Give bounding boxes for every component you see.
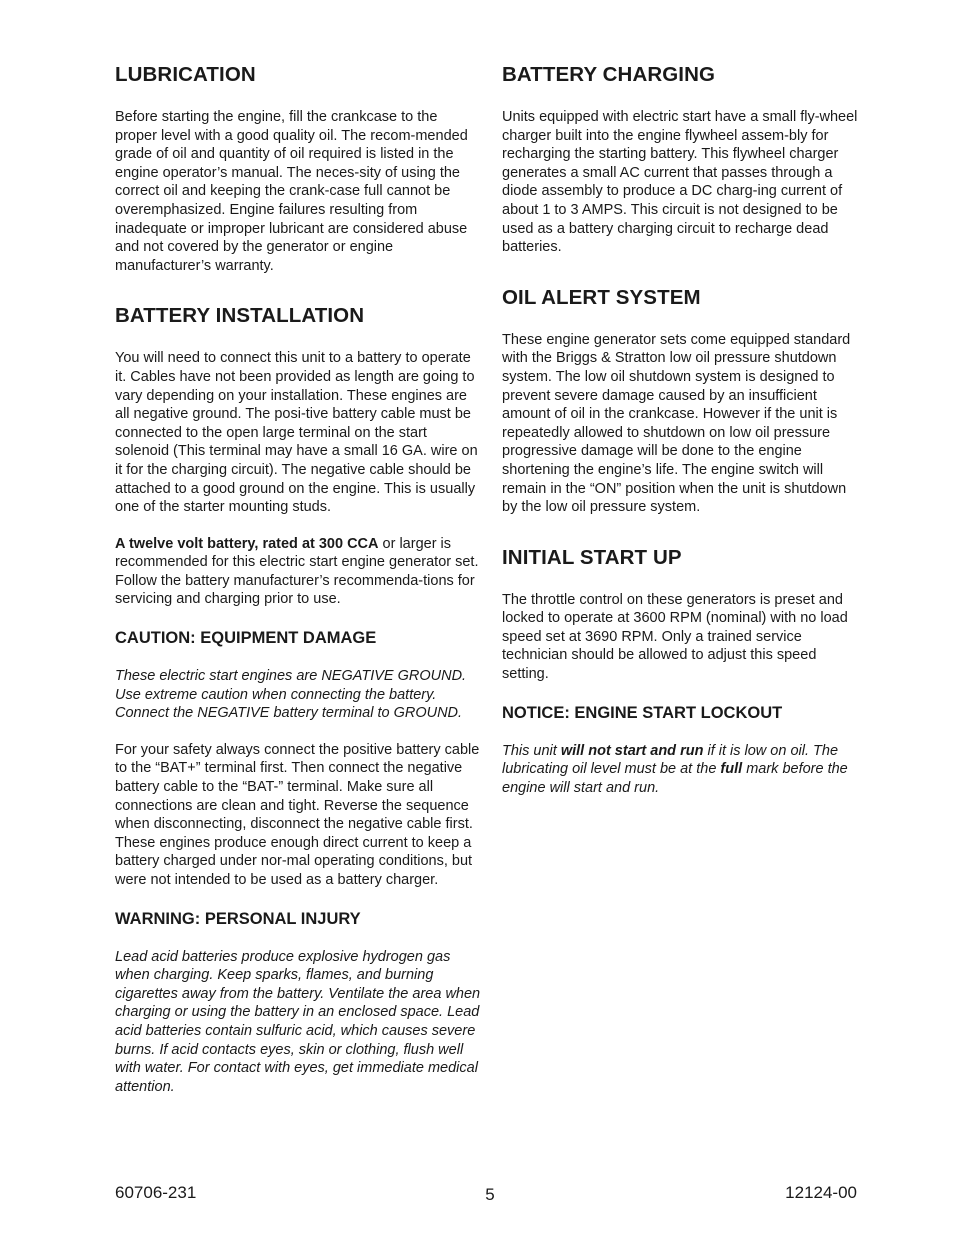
caution-text: For your safety always connect the positive battery cable to the “BAT+” terminal first. Then connect the negative battery cable to the “BAT-” terminal. Make sure all connections are clean and tight. Reverse the sequence when disconnecting, disconnect the negative cable first. These engines produce enough direct current to keep a battery charged under nor-mal operating conditions, but were not intended to be used as a battery charger. xyxy=(115,741,480,888)
battery-charging-text: Units equipped with electric start have a small fly-wheel charger built into the engine flywheel assem-bly for recharging the starting battery. This flywheel charger generates a small AC current that passes through a diode assembly to produce a DC charg-ing current of about 1 to 3 AMPS. This circuit is not designed to be used as a battery charging circuit to recharge dead batteries. xyxy=(502,109,858,256)
battery-rating-bold: A twelve volt battery, rated at 300 CCA xyxy=(115,535,379,552)
battery-charging-heading: BATTERY CHARGING xyxy=(502,63,716,86)
footer-part-number: 60706-231 xyxy=(115,1183,197,1202)
warning-heading: WARNING: PERSONAL INJURY xyxy=(115,909,361,928)
notice-text-3: mark before the engine will start and run. xyxy=(502,761,848,796)
caution-italic-text: These electric start engines are NEGATIVE GROUND. Use extreme caution when connecting the battery. Connect the NEGATIVE battery terminal to GROUND. xyxy=(115,668,467,722)
oil-alert-text: These engine generator sets come equipped standard with the Briggs & Stratton low oil pressure shutdown system. The low oil shutdown system is designed to prevent severe damage caused by an insufficient amount of oil in the crankcase. However if the unit is repeatedly allowed to shutdown on low oil pressure progressive damage will be done to the engine shortening the engine’s life. The engine switch will remain in the “ON” position when the unit is shutdown by the low oil pressure system. xyxy=(502,331,851,516)
initial-start-text: The throttle control on these generators is preset and locked to operate at 3600 RPM (nominal) with no load speed set at 3690 RPM. Only a trained service technician should be allowed to adjust this speed setting. xyxy=(502,591,848,683)
left-column xyxy=(115,62,481,1114)
notice-text xyxy=(502,742,862,798)
notice-bold-2: full xyxy=(720,761,743,778)
battery-installation-heading: BATTERY INSTALLATION xyxy=(115,304,365,328)
caution-heading: CAUTION: EQUIPMENT DAMAGE xyxy=(115,629,377,648)
notice-bold-1: will not start and run xyxy=(560,742,704,759)
right-column xyxy=(502,62,862,815)
notice-heading: NOTICE: ENGINE START LOCKOUT xyxy=(502,703,783,722)
lubrication-text: Before starting the engine, fill the crankcase to the proper level with a good quality oil. The recom-mended grade of oil and quantity of oil required is listed in the engine operator’s manual. The neces-sity of using the correct oil and keeping the crank-case full cannot be overemphasized. Engine failures resulting from inadequate or improper lubricant are considered abuse and not covered by the generator or engine manufacturer’s warranty. xyxy=(115,109,468,274)
battery-rating-text xyxy=(115,535,481,609)
oil-alert-heading: OIL ALERT SYSTEM xyxy=(502,285,701,309)
battery-rating-rest: or larger is recommended for this electric start engine generator set. Follow the battery manufacturer’s recommenda-tions for servicing and charging prior to use. xyxy=(115,535,479,608)
notice-text-2: if it is low on oil. The lubricating oil level must be at the xyxy=(502,742,839,778)
warning-italic-text: Lead acid batteries produce explosive hydrogen gas when charging. Keep sparks, flames, and burning cigarettes away from the battery. Ventilate the area when charging or using the battery in an enclosed space. Lead acid batteries contain sulfuric acid, which causes severe burns. If acid contacts eyes, skin or clothing, flush well with water. For contact with eyes, get immediate medical attention. xyxy=(115,948,481,1095)
footer-doc-number: 12124-00 xyxy=(785,1183,857,1202)
initial-start-heading: INITIAL START UP xyxy=(502,545,682,569)
page-number: 5 xyxy=(485,1185,495,1204)
battery-installation-text: You will need to connect this unit to a battery to operate it. Cables have not been provided as length are going to vary depending on your installation. These engines are all negative ground. The posi-tive battery cable must be connected to the open large terminal on the start solenoid (This terminal may have a small 16 GA. wire on it for the charging circuit). The negative cable should be attached to a good ground on the engine. This is usually one of the starter mounting studs. xyxy=(115,350,478,516)
lubrication-heading: LUBRICATION xyxy=(115,63,256,86)
notice-text-1: This unit xyxy=(502,742,561,759)
